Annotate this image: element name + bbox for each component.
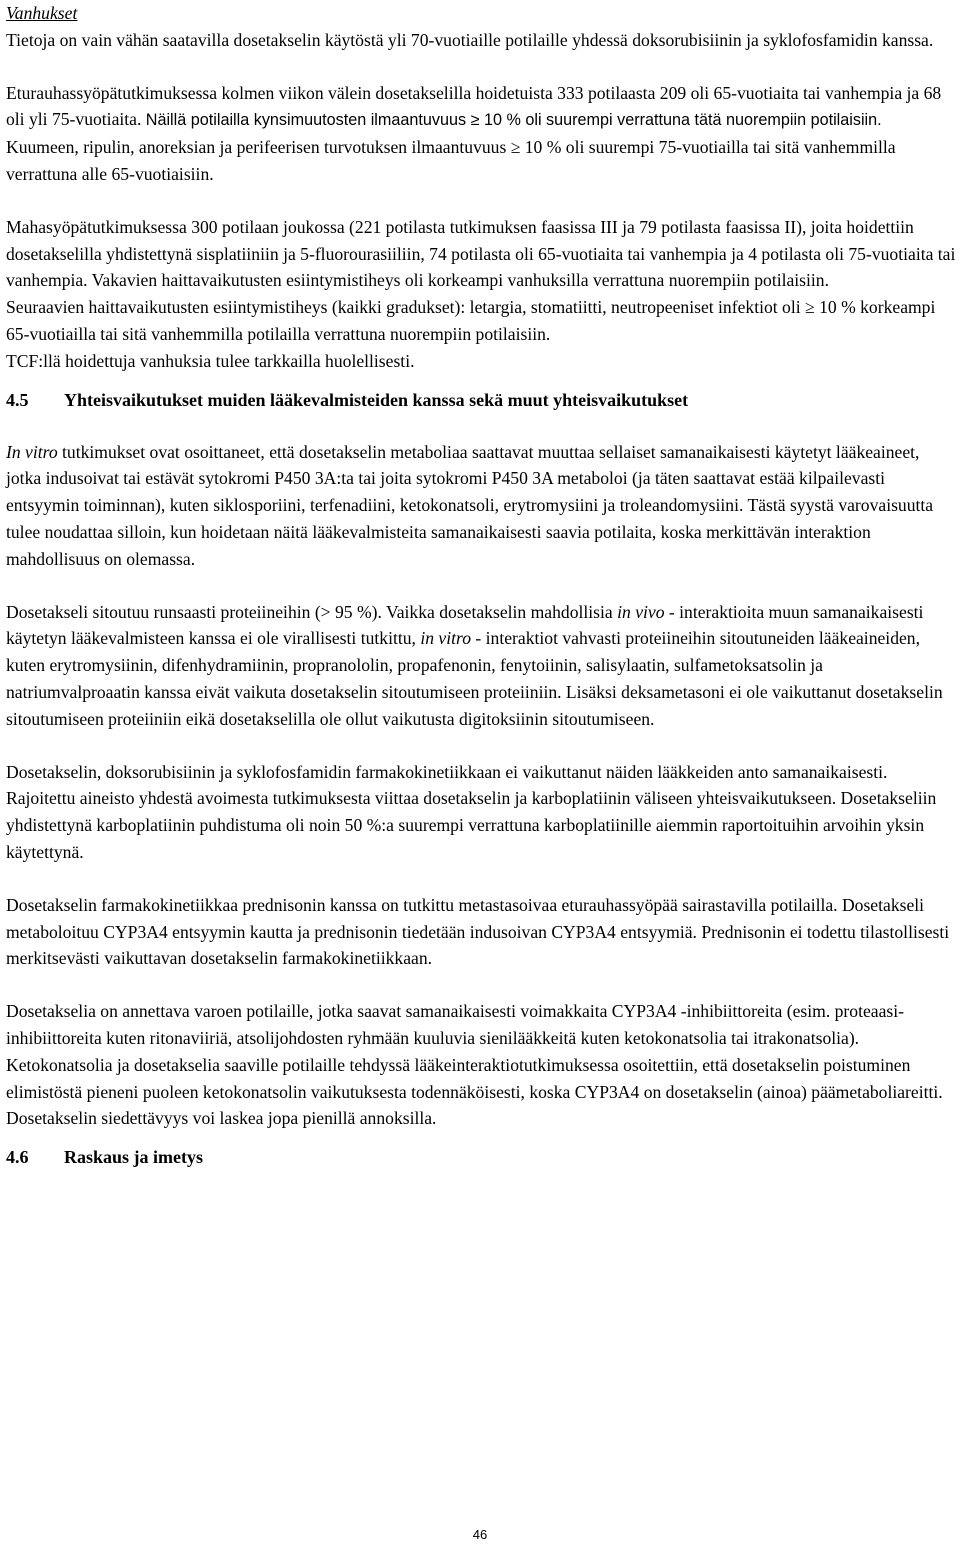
elderly-paragraph-4: Seuraavien haittavaikutusten esiintymistiheys (kaikki gradukset): letargia, stomatiitti, neutropeeniset infektiot oli ≥ 10 % korkeampi 65-vuotiailla tai sitä vanhemmilla potilailla verrattuna nuorempiin potilaisiin. bbox=[6, 297, 936, 344]
elderly-heading: Vanhukset bbox=[6, 3, 78, 23]
section-4-5-paragraph-2: Dosetakseli sitoutuu runsaasti proteiineihin (> 95 %). Vaikka dosetakselin mahdollisia in vivo - interaktioita muun samanaikaisesti käytetyn lääkevalmisteen kanssa ei ole virallisesti tutkittu, in vitro - interaktiot vahvasti proteiineihin sitoutuneiden lääkeaineiden, kuten erytromysiinin, difenhydramiinin, propranololin, propafenonin, fenytoiinin, salisylaatin, sulfametoksatsolin ja natriumvalproaatin kanssa eivät vaikuta dosetakselin sitoutumiseen proteiiniin. Lisäksi deksametasoni ei ole vaikuttanut dosetakselin sitoutumiseen proteiiniin eikä dosetakselilla ole ollut vaikutusta digitoksiinin sitoutumiseen. bbox=[6, 601, 943, 729]
page-number: 46 bbox=[472, 1527, 488, 1542]
elderly-paragraph-1: Tietoja on vain vähän saatavilla dosetakselin käytöstä yli 70-vuotiaille potilaille yhdessä doksorubisiinin ja syklofosfamidin kanssa. bbox=[6, 29, 934, 50]
document-page bbox=[6, 0, 956, 1170]
elderly-paragraph-3: Mahasyöpätutkimuksessa 300 potilaan joukossa (221 potilasta tutkimuksen faasissa III ja 79 potilasta faasissa II), joita hoidettiin dosetakselilla yhdistettynä sisplatiiniin ja 5-fluorourasiiliin, 74 potilasta oli 65-vuotiaita tai vanhempia ja 4 potilasta oli 75-vuotiaita tai vanhempia. Vakavien haittavaikutusten esiintymistiheys oli korkeampi vanhuksilla verrattuna nuorempiin potilaisiin. bbox=[6, 216, 956, 291]
elderly-paragraph-2: Eturauhassyöpätutkimuksessa kolmen viikon välein dosetakselilla hoidetuista 333 potilaasta 209 oli 65-vuotiaita tai vanhempia ja 68 oli yli 75-vuotiaita. Näillä potilailla kynsimuutosten ilmaantuvuus ≥ 10 % oli suurempi verrattuna tätä nuorempiin potilaisiin. Kuumeen, ripulin, anoreksian ja perifeerisen turvotuksen ilmaantuvuus ≥ 10 % oli suurempi 75-vuotiailla tai sitä vanhemmilla verrattuna alle 65-vuotiaisiin. bbox=[6, 82, 942, 184]
section-4-6-heading: 4.6 Raskaus ja imetys bbox=[6, 1147, 204, 1168]
section-4-5-heading: 4.5 Yhteisvaikutukset muiden lääkevalmisteiden kanssa sekä muut yhteisvaikutukset bbox=[6, 389, 689, 410]
section-4-5-paragraph-5: Dosetakselia on annettava varoen potilaille, jotka saavat samanaikaisesti voimakkaita CYP3A4 -inhibiittoreita (esim. proteaasi-inhibiittoreita kuten ritonaviiriä, atsolijohdosten ryhmään kuuluvia sienilääkkeitä kuten ketokonatsolia tai itrakonatsolia). Ketokonatsolia ja dosetakselia saaville potilaille tehdyssä lääkeinteraktiotutkimuksessa osoitettiin, että dosetakselin poistuminen elimistöstä pieneni puoleen ketokonatsolin vaikutuksesta todennäköisesti, koska CYP3A4 on dosetakselin (ainoa) päämetaboliareitti. Dosetakselin siedettävyys voi laskea jopa pienillä annoksilla. bbox=[6, 1001, 943, 1129]
section-4-5-paragraph-4: Dosetakselin farmakokinetiikkaa prednisonin kanssa on tutkittu metastasoivaa eturauhassyöpää sairastavilla potilailla. Dosetakseli metaboloituu CYP3A4 entsyymin kautta ja prednisonin tiedetään indusoivan CYP3A4 entsyymiä. Prednisonin ei todettu tilastollisesti merkitsevästi vaikuttavan dosetakselin farmakokinetiikkaan. bbox=[6, 894, 950, 969]
section-4-5-paragraph-3: Dosetakselin, doksorubisiinin ja syklofosfamidin farmakokinetiikkaan ei vaikuttanut näiden lääkkeiden anto samanaikaisesti. Rajoitettu aineisto yhdestä avoimesta tutkimuksesta viittaa dosetakselin ja karboplatiinin väliseen yhteisvaikutukseen. Dosetakseliin yhdistettynä karboplatiinin puhdistuma oli noin 50 %:a suurempi verrattuna karboplatiinille aiemmin raportoituihin arvoihin yksin käytettynä. bbox=[6, 761, 937, 862]
section-4-5-paragraph-1: In vitro tutkimukset ovat osoittaneet, että dosetakselin metaboliaa saattavat muuttaa sellaiset samanaikaisesti käytetyt lääkeaineet, jotka indusoivat tai estävät sytokromi P450 3A:ta tai joita sytokromi P450 3A metaboloi (ja täten saattavat estää kilpailevasti entsyymin toiminnan), kuten siklosporiini, terfenadiini, ketokonatsoli, erytromysiini ja troleandomysiini. Tästä syystä varovaisuutta tulee noudattaa silloin, kun hoidetaan näitä lääkevalmisteita samanaikaisesti saavia potilaita, koska merkittävän interaktion mahdollisuus on olemassa. bbox=[6, 441, 934, 569]
elderly-paragraph-5: TCF:llä hoidettuja vanhuksia tulee tarkkailla huolellisesti. bbox=[6, 350, 415, 371]
